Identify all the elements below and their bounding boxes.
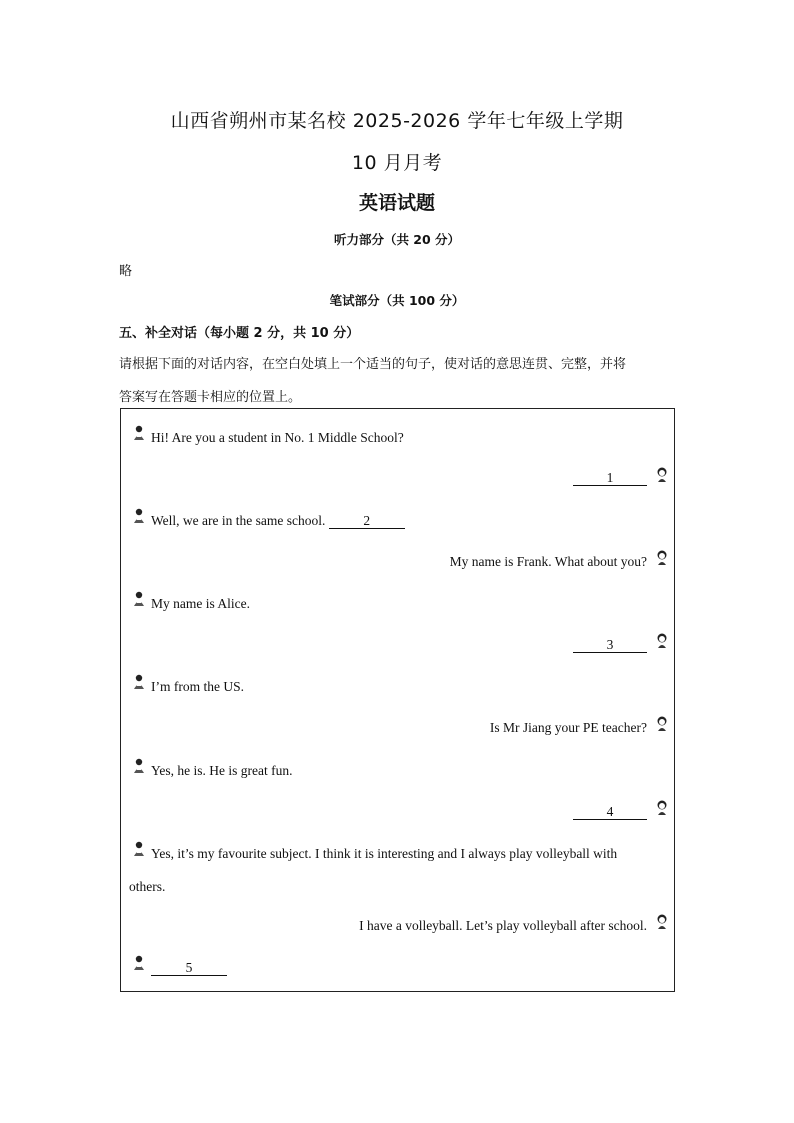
student-b-avatar-icon [655,716,669,732]
writing-heading: 笔试部分（共 100 分） [329,293,465,308]
student-a-avatar-icon [132,758,146,774]
exam-title-line1: 山西省朔州市某名校 2025-2026 学年七年级上学期 [170,110,624,132]
student-a-avatar-icon [132,674,146,690]
subject-title: 英语试题 [358,192,435,214]
section5-heading: 五、补全对话（每小题 2 分，共 10 分） [119,326,360,341]
student-b-avatar-icon [655,550,669,566]
answer-blank-3[interactable]: 3 [573,638,647,653]
dialog-line-12: I have a volleyball. Let’s play volleyball after school. [359,918,647,933]
dialog-line-7: I’m from the US. [151,679,244,694]
dialog-line-3-text: Well, we are in the same school. [151,513,329,528]
section5-instruction-line1: 请根据下面的对话内容，在空白处填上一个适当的句子，使对话的意思连贯、完整，并将 [119,357,627,372]
dialog-line-9: Yes, he is. He is great fun. [151,763,293,778]
dialog-line-4: My name is Frank. What about you? [449,554,647,569]
dialog-line-11: Yes, it’s my favourite subject. I think it is interesting and I always play volleyball with [151,846,618,861]
answer-blank-4[interactable]: 4 [573,805,647,820]
dialog-line-6 [573,637,647,653]
exam-title-line2: 10 月月考 [351,152,443,174]
dialog-line-1: Hi! Are you a student in No. 1 Middle School? [151,430,404,445]
student-a-avatar-icon [132,955,146,971]
student-a-avatar-icon [132,841,146,857]
dialog-line-8: Is Mr Jiang your PE teacher? [489,720,647,735]
listening-heading: 听力部分（共 20 分） [333,232,461,247]
dialog-line-5: My name is Alice. [151,596,250,611]
section5-instruction-line2: 答案写在答题卡相应的位置上。 [119,390,302,405]
dialog-line-13 [151,960,227,976]
student-b-avatar-icon [655,914,669,930]
dialog-box [120,408,675,992]
student-b-avatar-icon [655,633,669,649]
dialog-line-2 [573,470,647,486]
listening-note: 略 [119,264,133,279]
student-b-avatar-icon [655,800,669,816]
dialog-line-10 [573,804,647,820]
dialog-line-3 [151,513,405,529]
answer-blank-5[interactable]: 5 [151,961,227,976]
student-a-avatar-icon [132,508,146,524]
answer-blank-2[interactable]: 2 [329,514,405,529]
dialog-line-11-continued: others. [129,879,166,894]
answer-blank-1[interactable]: 1 [573,471,647,486]
student-a-avatar-icon [132,591,146,607]
student-a-avatar-icon [132,425,146,441]
student-b-avatar-icon [655,467,669,483]
